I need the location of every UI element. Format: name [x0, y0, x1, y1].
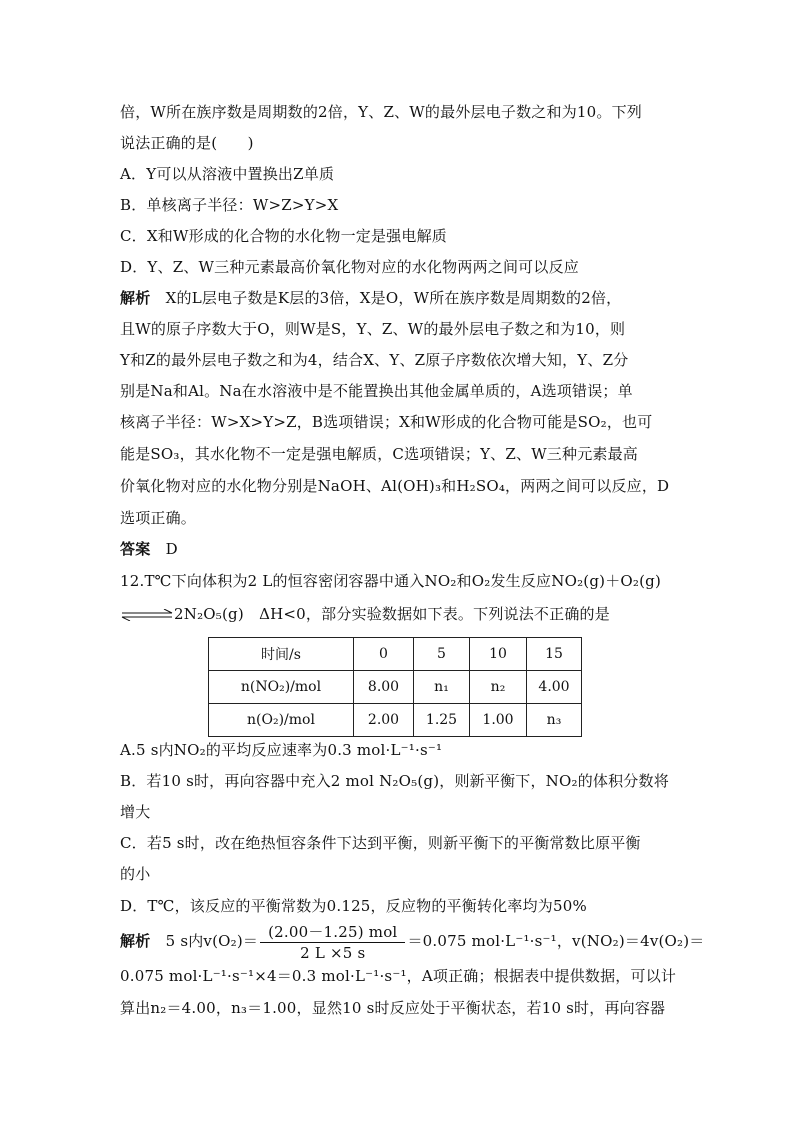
table-row: [209, 704, 582, 737]
option-12-c-cont: 的小: [120, 865, 151, 883]
analysis-label: 解析: [120, 932, 151, 950]
table-header-cell: 5: [414, 638, 470, 671]
question-text-line: 倍，W所在族序数是周期数的2倍，Y、Z、W的最外层电子数之和为10。下列: [120, 103, 642, 121]
analysis-text: 5 s内v(O₂)＝: [165, 932, 259, 950]
option-b: B．单核离子半径：W>Z>Y>X: [120, 196, 339, 214]
question-12-stem: [120, 604, 610, 624]
answer-line: [120, 539, 178, 559]
analysis-line: 价氧化物对应的水化物分别是NaOH、Al(OH)₃和H₂SO₄，两两之间可以反应，D: [120, 477, 670, 495]
table-cell: n₂: [470, 671, 527, 704]
analysis-line: 别是Na和Al。Na在水溶液中是不能置换出其他金属单质的，A选项错误；单: [120, 382, 633, 400]
table-cell: n(O₂)/mol: [209, 704, 354, 737]
answer-label: 答案: [120, 540, 151, 558]
table-header-row: [209, 638, 582, 671]
table-cell: 8.00: [354, 671, 414, 704]
reversible-arrow-icon: [120, 609, 174, 621]
analysis-line: 能是SO₃，其水化物不一定是强电解质，C选项错误；Y、Z、W三种元素最高: [120, 445, 639, 463]
analysis-line: 核离子半径：W>X>Y>Z，B选项错误；X和W形成的化合物可能是SO₂，也可: [120, 413, 653, 431]
question-text-line: 说法正确的是( ): [120, 134, 254, 152]
table-header-cell: 0: [354, 638, 414, 671]
analysis-text: X的L层电子数是K层的3倍，X是O，W所在族序数是周期数的2倍，: [165, 289, 622, 307]
table-cell: 2.00: [354, 704, 414, 737]
table-header-cell: 10: [470, 638, 527, 671]
option-12-d: D．T℃，该反应的平衡常数为0.125，反应物的平衡转化率均为50%: [120, 897, 587, 915]
table-cell: n₃: [527, 704, 582, 737]
experiment-data-table: [208, 637, 582, 737]
analysis-line: [120, 288, 621, 308]
table-cell: 1.25: [414, 704, 470, 737]
rate-fraction: [260, 923, 405, 962]
option-c: C．X和W形成的化合物的水化物一定是强电解质: [120, 227, 447, 245]
analysis-line: Y和Z的最外层电子数之和为4，结合X、Y、Z原子序数依次增大知，Y、Z分: [120, 351, 629, 369]
table-cell: 1.00: [470, 704, 527, 737]
analysis-2-line: [120, 921, 705, 961]
option-a: A．Y可以从溶液中置换出Z单质: [120, 165, 335, 183]
fraction-numerator: (2.00－1.25) mol: [260, 923, 405, 943]
analysis-2-line: 0.075 mol·L⁻¹·s⁻¹×4＝0.3 mol·L⁻¹·s⁻¹，A项正确；根据表中提供数据，可以计: [120, 967, 677, 985]
answer-value: D: [165, 540, 178, 558]
option-12-a: A.5 s内NO₂的平均反应速率为0.3 mol·L⁻¹·s⁻¹: [120, 741, 443, 759]
fraction-denominator: 2 L ×5 s: [300, 943, 366, 962]
table-header-cell: 15: [527, 638, 582, 671]
table-header-cell: 时间/s: [209, 638, 354, 671]
analysis-text: ＝0.075 mol·L⁻¹·s⁻¹，v(NO₂)＝4v(O₂)＝: [407, 932, 705, 950]
option-12-c: C．若5 s时，改在绝热恒容条件下达到平衡，则新平衡下的平衡常数比原平衡: [120, 834, 641, 852]
question-12-stem: 12.T℃下向体积为2 L的恒容密闭容器中通入NO₂和O₂发生反应NO₂(g)＋O₂(g): [120, 572, 662, 590]
question-12-stem-text: 2N₂O₅(g) ΔH<0，部分实验数据如下表。下列说法不正确的是: [174, 605, 610, 623]
table-cell: n(NO₂)/mol: [209, 671, 354, 704]
option-d: D．Y、Z、W三种元素最高价氧化物对应的水化物两两之间可以反应: [120, 258, 579, 276]
analysis-label: 解析: [120, 289, 151, 307]
option-12-b: B．若10 s时，再向容器中充入2 mol N₂O₅(g)，则新平衡下，NO₂的体积分数将: [120, 772, 669, 790]
analysis-line: 选项正确。: [120, 509, 197, 527]
option-12-b-cont: 增大: [120, 803, 151, 821]
table-cell: 4.00: [527, 671, 582, 704]
table-cell: n₁: [414, 671, 470, 704]
analysis-line: 且W的原子序数大于O，则W是S，Y、Z、W的最外层电子数之和为10，则: [120, 320, 626, 338]
table-row: [209, 671, 582, 704]
analysis-2-line: 算出n₂＝4.00，n₃＝1.00，显然10 s时反应处于平衡状态，若10 s时，再向容器: [120, 999, 666, 1017]
